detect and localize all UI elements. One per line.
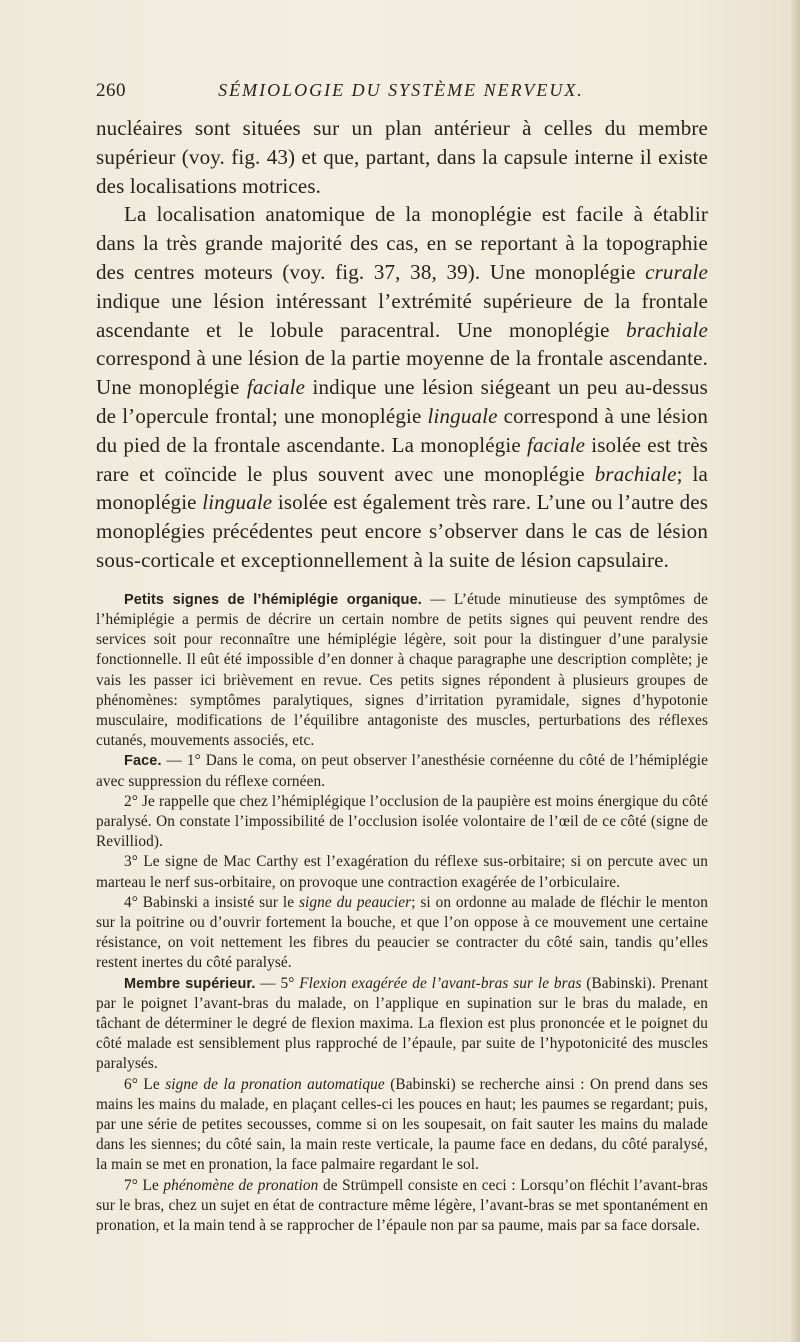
text-run: — 1° Dans le coma, on peut observer l’anesthésie cornéenne du côté de l’hémiplégie avec suppression du réflexe cornéen. [96, 752, 708, 790]
paragraph-face-4 [96, 893, 708, 974]
section-heading: Face. [124, 753, 162, 770]
text-run: — L’étude minutieuse des symptômes de l’hémiplégie a permis de décrire un certain nombre de petits signes qui peuvent rendre des services soit pour reconnaître une hémiplégie légère, soit pour la distinguer d’une paralysie fonctionnelle. Il eût été impossible d’en donner à chaque paragraphe une description complète; je vais les passer ici brièvement en revue. Ces petits signes répondent à plusieurs groupes de phénomènes: symptômes paralytiques, signes d’irritation pyramidale, signes d’hypotonie musculaire, modifications de l’équilibre antagoniste des muscles, perturbations des réflexes cutanés, mouvements associés, etc. [96, 590, 709, 750]
paragraph-petits-signes [96, 590, 708, 752]
text-run: (Babinski). Prenant par le poignet l’avant-bras du malade, on l’applique en supination sur le bras du malade, en tâchant de déterminer le degré de flexion maxima. La flexion est plus prononcée et le poignet du côté malade est sensiblement plus rapproché de l’épaule, par suite de l’hypotonicité des muscles paralysés. [96, 974, 708, 1073]
paragraph-face-3: 3° Le signe de Mac Carthy est l’exagération du réflexe sus-orbitaire; si on percute avec un marteau le nerf sus-orbitaire, on provoque une contraction exagérée de l’orbiculaire. [96, 853, 708, 891]
text-run: indique une lésion intéressant l’extrémité supérieure de la frontale ascendante et le lobule paracentral. Une monoplégie [96, 288, 708, 342]
text-run: isolée est également très rare. L’une ou l’autre des monoplégies précédentes peut encore s’observer dans le cas de lésion sous-corticale et exceptionnellement à la suite de lésion capsulaire. [96, 490, 709, 572]
text-run: indique une lésion siégeant un peu au-dessus de l’opercule frontal; une monoplégie [96, 375, 708, 428]
running-head [96, 80, 706, 106]
paragraph-membre-5 [96, 974, 708, 1075]
italic-term: brachiale [626, 317, 708, 342]
text-run: de Strümpell consiste en ceci : Lorsqu’on fléchit l’avant-bras sur le bras, chez un sujet en état de contracture même légère, l’avant-bras se met spontanément en pronation, et la main tend à se rapprocher de l’épaule non par sa paume, mais par sa face dorsale. [96, 1176, 708, 1235]
italic-term: Flexion exagérée de l’avant-bras sur le bras [299, 974, 582, 992]
small-print-section [96, 590, 708, 1237]
italic-term: crurale [645, 259, 708, 284]
paragraph-localisation [96, 200, 708, 574]
paragraph-membre-6 [96, 1075, 708, 1176]
text-run: ; si on ordonne au malade de fléchir le menton sur la poitrine ou d’ouvrir fortement la bouche, et que l’on oppose à ce mouvement une certaine résistance, on voit nettement les fibres du peaucier se contracter du côté sain, tandis qu’elles restent inertes du côté paralysé. [96, 893, 708, 972]
running-title: SÉMIOLOGIE DU SYSTÈME NERVEUX. [218, 80, 584, 100]
italic-term: linguale [202, 490, 273, 515]
section-heading: Petits signes de l’hémiplégie organique. [124, 591, 422, 608]
body-text [96, 114, 708, 1236]
paragraph-continuation: nucléaires sont situées sur un plan antérieur à celles du membre supérieur (voy. fig. 43) et que, partant, dans la capsule interne il existe des localisations motrices. [96, 116, 708, 198]
italic-term: faciale [246, 375, 306, 400]
text-run: — 5° [255, 974, 300, 992]
italic-term: signe de la pronation automatique [165, 1075, 385, 1093]
italic-term: faciale [526, 432, 586, 457]
text-run: La localisation anatomique de la monoplégie est facile à établir dans la très grande majorité des cas, en se reportant à la topographie des centres moteurs (voy. fig. 37, 38, 39). Une monoplégie [96, 202, 708, 284]
page-edge-shadow [790, 0, 800, 1342]
paragraph-membre-7 [96, 1176, 708, 1237]
text-run: ; la monoplégie [96, 461, 708, 515]
text-run: 6° Le [124, 1075, 166, 1093]
text-run: 4° Babinski a insisté sur le [124, 893, 299, 911]
italic-term: brachiale [594, 461, 677, 486]
paragraph-face-1 [96, 751, 708, 791]
text-run: correspond à une lésion du pied de la frontale ascendante. La monoplégie [96, 403, 708, 457]
text-run: (Babinski) se recherche ainsi : On prend dans ses mains les mains du malade, en plaçant celles-ci les pouces en haut; les paumes se regardant; puis, par une série de petites secousses, comme si on les soupesait, on fait sauter les mains du malade dans les siennes; du côté sain, la main reste verticale, la paume face en dedans, du côté paralysé, la main se met en pronation, la face palmaire regardant le sol. [96, 1075, 708, 1174]
text-run: 7° Le [124, 1176, 164, 1194]
page-number: 260 [96, 80, 126, 101]
text-run: correspond à une lésion de la partie moyenne de la frontale ascendante. Une monoplégie [96, 346, 708, 400]
text-run: isolée est très rare et coïncide le plus souvent avec une monoplégie [96, 432, 709, 486]
section-heading: Membre supérieur. [124, 975, 256, 992]
paragraph-face-2: 2° Je rappelle que chez l’hémiplégique l’occlusion de la paupière est moins énergique du côté paralysé. On constate l’impossibilité de l’occlusion isolée volontaire de l’œil de ce côté (signe de Revilliod). [96, 792, 708, 851]
italic-term: linguale [427, 403, 498, 428]
italic-term: phénomène de pronation [163, 1176, 319, 1194]
italic-term: signe du peaucier [298, 893, 412, 911]
